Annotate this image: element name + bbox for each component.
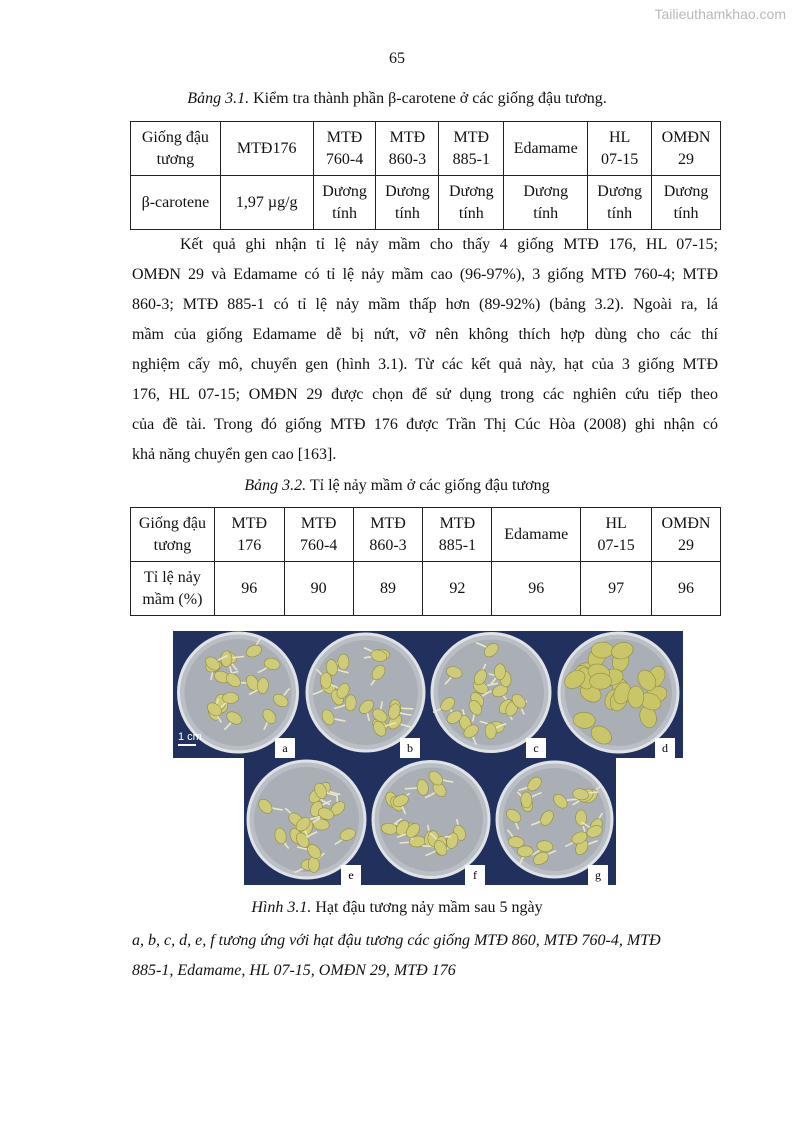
header-cell (423, 508, 492, 562)
table1.row.cols.5-line: tính (607, 204, 633, 222)
table-cell (588, 176, 652, 230)
table1.row.cols.4-line: tính (533, 204, 559, 222)
header-cell (353, 508, 423, 562)
seed-photo (303, 631, 428, 758)
page-number: 65 (389, 50, 405, 67)
seed-photo (428, 631, 554, 758)
panel-label: e (341, 865, 361, 885)
table1.header.first-line: tương (156, 150, 195, 168)
table1-caption-text: Kiểm tra thành phần β-carotene ở các giống đậu tương. (249, 90, 607, 107)
row-label-cell (131, 176, 221, 230)
paragraph-line (132, 380, 718, 410)
table2.header.cols.6-line: 29 (678, 536, 694, 554)
table1.header.cols.1-line: 760-4 (325, 150, 364, 168)
table2.row.first-line: mầm (%) (142, 590, 203, 608)
header-cell (214, 508, 284, 562)
table1.header.cols.5-line: 07-15 (600, 150, 639, 168)
panel-label: b (400, 738, 420, 758)
scale-label: 1 cm (178, 731, 202, 743)
paragraph-line (132, 440, 718, 470)
header-cell (492, 508, 581, 562)
figure-caption-text: Hạt đậu tương nảy mầm sau 5 ngày (311, 899, 543, 916)
table1.row.cols.4-line: Dương (523, 182, 569, 200)
table2.row.cols.4-line: 96 (528, 579, 545, 597)
body-paragraph (132, 230, 718, 470)
table2.row.cols.3-line: 92 (449, 579, 466, 597)
table-cell (284, 562, 353, 616)
table1.row.cols.3-line: Dương (448, 182, 494, 200)
table1.row.cols.1-line: tính (332, 204, 357, 222)
table1-caption (0, 90, 794, 108)
table-cell (214, 562, 284, 616)
paragraph-line (132, 290, 718, 320)
table-row (131, 562, 721, 616)
table1.row.cols.1-line: Dương (322, 182, 367, 200)
table1.row.cols.6-line: Dương (663, 182, 709, 200)
seed-photo (369, 758, 493, 885)
table2.header.cols.3-line: 885-1 (438, 536, 477, 554)
table2.header.cols.4-line: Edamame (504, 525, 569, 543)
table1.row.cols.2-line: Dương (385, 182, 430, 200)
seed-photo (554, 631, 683, 758)
header-cell (652, 508, 721, 562)
paragraph-text: khả năng chuyển gen cao [163]. (132, 446, 337, 463)
panel-label: f (465, 865, 485, 885)
paragraph-text: của đề tài. Trong đó giống MTĐ 176 được Trần Thị Cúc Hòa (2008) ghi nhận có (132, 416, 718, 433)
header-cell (439, 122, 504, 176)
panel-label: a (275, 738, 295, 758)
table1.row.cols.6-line: tính (673, 204, 699, 222)
table2.header.cols.2-line: MTĐ (370, 514, 406, 532)
row-label-cell (131, 562, 215, 616)
seed-photo (244, 758, 369, 885)
table-cell (652, 176, 721, 230)
figure-note-line1: a, b, c, d, e, f tương ứng với hạt đậu tương các giống MTĐ 860, MTĐ 760-4, MTĐ (132, 932, 661, 949)
seed-photo (493, 758, 616, 885)
figure-note (132, 926, 722, 986)
table2.header.cols.1-line: MTĐ (300, 514, 337, 532)
table2.row.cols.2-line: 89 (379, 579, 396, 597)
table-header-row (131, 508, 721, 562)
header-cell (581, 508, 652, 562)
header-cell (652, 122, 721, 176)
table1.row.first-line: β-carotene (141, 193, 210, 211)
figure-caption (0, 899, 794, 917)
paragraph-text: 860-3; MTĐ 885-1 có tỉ lệ nảy mầm thấp hơn (89-92%) (bảng 3.2). Ngoài ra, lá (132, 296, 718, 313)
table2.header.cols.2-line: 860-3 (369, 536, 407, 554)
header-cell (376, 122, 439, 176)
figure-note-line2: 885-1, Edamame, HL 07-15, OMĐN 29, MTĐ 176 (132, 962, 456, 979)
paragraph-line (132, 320, 718, 350)
table-cell (353, 562, 423, 616)
table2.row.cols.6-line: 96 (678, 579, 694, 597)
table1.row.cols.3-line: tính (458, 204, 484, 222)
header-cell (504, 122, 588, 176)
seed-photo (173, 631, 303, 758)
table-cell (581, 562, 652, 616)
table2.header.cols.6-line: OMĐN (661, 514, 711, 532)
table2-caption-text: Tỉ lệ nảy mầm ở các giống đậu tương (306, 477, 550, 494)
table2.row.first-line: Tỉ lệ nảy (143, 568, 201, 586)
table2.row.cols.1-line: 90 (310, 579, 327, 597)
table-cell (423, 562, 492, 616)
table1.header.cols.3-line: MTĐ (453, 128, 490, 146)
table1.header.cols.2-line: 860-3 (388, 150, 427, 168)
table1.row.cols.0-line: 1,97 µg/g (235, 193, 298, 211)
table1.header.cols.6-line: 29 (678, 150, 695, 168)
watermark: Tailieuthamkhao.com (654, 6, 786, 22)
table1.header.cols.6-line: OMĐN (661, 128, 711, 146)
table-row (131, 176, 721, 230)
panel-label: c (526, 738, 546, 758)
table2.header.first-line: tương (153, 536, 192, 554)
table1.header.cols.0-line: MTĐ176 (236, 139, 297, 157)
table1.header.first-line: Giống đậu (141, 128, 209, 146)
table2.header.cols.0-line: MTĐ (231, 514, 268, 532)
germination-table (130, 507, 721, 616)
table2.row.cols.0-line: 96 (241, 579, 258, 597)
paragraph-line (132, 410, 718, 440)
table-header-row (131, 122, 721, 176)
table-cell (492, 562, 581, 616)
header-cell (313, 122, 376, 176)
paragraph-text: 176, HL 07-15; OMĐN 29 được chọn để sử dụng trong các nghiên cứu tiếp theo (132, 386, 718, 403)
table1.header.cols.1-line: MTĐ (326, 128, 363, 146)
table-cell (439, 176, 504, 230)
table-cell (220, 176, 313, 230)
table-cell (504, 176, 588, 230)
table2.header.cols.5-line: HL (605, 514, 627, 532)
table-cell (376, 176, 439, 230)
table1-caption-label: Bảng 3.1. (187, 90, 250, 107)
paragraph-text: Kết quả ghi nhận tỉ lệ nảy mầm cho thấy 4 giống MTĐ 176, HL 07-15; (180, 236, 718, 253)
table-cell (313, 176, 376, 230)
table1.row.cols.2-line: tính (394, 204, 420, 222)
table2.header.first-line: Giống đậu (138, 514, 206, 532)
table-cell (652, 562, 721, 616)
paragraph-line (132, 350, 718, 380)
table2.header.cols.3-line: MTĐ (439, 514, 476, 532)
table1.header.cols.3-line: 885-1 (452, 150, 490, 168)
header-cell (588, 122, 652, 176)
scale-bar (178, 731, 202, 746)
table2.header.cols.1-line: 760-4 (299, 536, 338, 554)
beta-carotene-table (130, 121, 721, 230)
table1.row.cols.5-line: Dương (597, 182, 642, 200)
table2.row.cols.5-line: 97 (608, 579, 625, 597)
paragraph-text: nghiệm cấy mô, chuyển gen (hình 3.1). Từ các kết quả này, hạt của 3 giống MTĐ (132, 356, 718, 373)
table2.header.cols.5-line: 07-15 (597, 536, 635, 554)
figure-caption-label: Hình 3.1. (251, 899, 312, 916)
paragraph-text: mầm của giống Edamame dễ bị nứt, vỡ nên không thích hợp dùng cho các thí (132, 326, 718, 343)
header-cell (284, 508, 353, 562)
paragraph-text: OMĐN 29 và Edamame có tỉ lệ nảy mầm cao (96-97%), 3 giống MTĐ 760-4; MTĐ (132, 266, 718, 283)
paragraph-line (132, 230, 718, 260)
table1.header.cols.4-line: Edamame (513, 139, 578, 157)
table2.header.cols.0-line: 176 (237, 536, 262, 554)
panel-label: g (588, 865, 608, 885)
paragraph-line (132, 260, 718, 290)
table2-caption (0, 477, 794, 495)
panel-label: d (655, 738, 675, 758)
header-cell (131, 122, 221, 176)
header-cell (220, 122, 313, 176)
table2-caption-label: Bảng 3.2. (244, 477, 307, 494)
table1.header.cols.2-line: MTĐ (389, 128, 426, 146)
header-cell (131, 508, 215, 562)
table1.header.cols.5-line: HL (608, 128, 631, 146)
